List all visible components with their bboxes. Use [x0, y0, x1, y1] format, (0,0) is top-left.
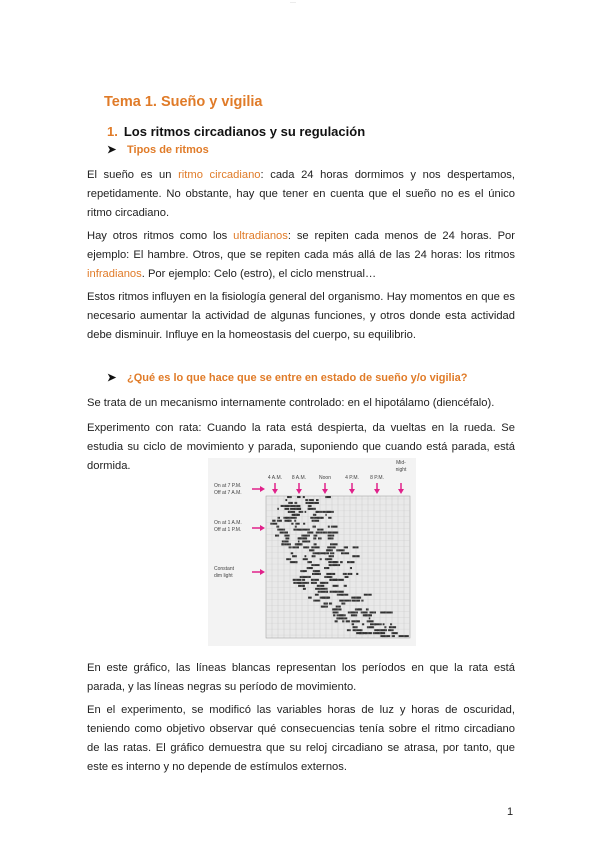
activity-mark — [355, 608, 357, 610]
activity-mark — [323, 532, 328, 534]
page-title: Tema 1. Sueño y vigilia — [104, 94, 263, 110]
activity-mark — [333, 614, 335, 616]
activity-mark — [384, 626, 386, 628]
activity-mark — [329, 603, 332, 605]
activity-mark — [336, 606, 341, 608]
activity-mark — [317, 529, 323, 531]
activity-mark — [312, 573, 319, 575]
activity-mark — [341, 603, 345, 605]
activity-mark — [353, 626, 358, 628]
activity-mark — [288, 511, 295, 513]
activity-mark — [332, 532, 338, 534]
activity-mark — [280, 532, 288, 534]
activity-mark — [333, 561, 339, 563]
activity-mark — [334, 564, 341, 566]
activity-mark — [295, 526, 297, 528]
activity-mark — [354, 597, 361, 599]
activity-mark — [326, 558, 332, 560]
activity-mark — [350, 611, 358, 613]
activity-mark — [285, 537, 289, 539]
page-number: 1 — [507, 806, 514, 818]
highlight-term: infradianos — [87, 268, 142, 280]
activity-mark — [326, 549, 328, 551]
activity-mark — [366, 608, 369, 610]
activity-mark — [316, 532, 323, 534]
activity-mark — [341, 617, 347, 619]
activity-mark — [292, 555, 297, 557]
activity-mark — [291, 523, 293, 525]
activity-mark — [286, 558, 291, 560]
activity-mark — [347, 561, 355, 563]
activity-mark — [303, 558, 308, 560]
activity-mark — [315, 588, 321, 590]
activity-mark — [299, 537, 307, 539]
activity-mark — [281, 505, 289, 507]
activity-mark — [389, 626, 396, 628]
activity-mark — [305, 529, 310, 531]
arrow-bullet-icon: ➤ — [107, 372, 117, 384]
activity-mark — [293, 579, 301, 581]
activity-mark — [275, 535, 279, 537]
condition-label: On at 1 A.M. — [214, 520, 242, 526]
activity-mark — [290, 508, 295, 510]
time-label: Noon — [319, 475, 331, 481]
activity-mark — [336, 591, 344, 593]
header-mark: ··· — [290, 0, 296, 6]
bullet-pregunta — [107, 371, 467, 384]
activity-mark — [340, 561, 343, 563]
section-heading — [107, 124, 365, 139]
activity-mark — [341, 552, 349, 554]
activity-mark — [399, 635, 407, 637]
activity-mark — [327, 546, 335, 548]
activity-mark — [383, 623, 385, 625]
activity-mark — [315, 594, 319, 596]
activity-mark — [329, 564, 332, 566]
activity-mark — [288, 502, 293, 504]
activity-mark — [323, 597, 330, 599]
activity-mark — [328, 537, 334, 539]
activity-mark — [313, 582, 315, 584]
paragraph-lineas: En este gráfico, las líneas blancas representan los períodos en que la rata está parada, y las líneas negras su período de movimiento. — [87, 662, 515, 693]
activity-mark — [373, 632, 379, 634]
activity-mark — [302, 540, 307, 542]
activity-mark — [336, 617, 340, 619]
activity-mark — [370, 623, 376, 625]
activity-mark — [316, 499, 319, 501]
activity-mark — [308, 597, 312, 599]
activity-mark — [330, 591, 337, 593]
activity-mark — [343, 573, 347, 575]
activity-mark — [333, 585, 339, 587]
section-number: 1. — [107, 124, 118, 139]
activity-mark — [326, 591, 328, 593]
activity-mark — [294, 529, 302, 531]
activity-mark — [328, 535, 335, 537]
activity-mark — [342, 620, 344, 622]
bullet-tipos-ritmos — [107, 143, 209, 156]
activity-mark — [361, 600, 363, 602]
activity-mark — [276, 526, 279, 528]
highlight-term: ultradianos — [233, 230, 288, 242]
activity-mark — [353, 629, 357, 631]
activity-mark — [307, 540, 310, 542]
activity-mark — [365, 632, 372, 634]
activity-mark — [341, 594, 348, 596]
activity-mark — [303, 523, 305, 525]
activity-mark — [313, 502, 319, 504]
activity-mark — [317, 585, 325, 587]
activity-mark — [290, 505, 298, 507]
condition-label: dim light — [214, 573, 233, 579]
activity-mark — [326, 573, 331, 575]
activity-mark — [310, 517, 315, 519]
activity-mark — [347, 629, 351, 631]
activity-mark — [325, 603, 328, 605]
activity-mark — [350, 567, 352, 569]
activity-mark — [363, 614, 368, 616]
activity-mark — [311, 564, 319, 566]
activity-mark — [328, 526, 330, 528]
activity-mark — [337, 614, 344, 616]
activity-mark — [287, 496, 292, 498]
activity-mark — [344, 546, 348, 548]
activity-mark — [270, 523, 277, 525]
activity-mark — [277, 520, 282, 522]
bullet-label: Tipos de ritmos — [127, 144, 209, 156]
paragraph-ritmo-circadiano: El sueño es un ritmo circadiano: cada 24 horas dormimos y nos despertamos, repetidamente. No obstante, hay que tener en cuenta que el sueño no es el único ritmo circadiano. — [87, 169, 516, 219]
time-label: 8 P.M. — [370, 475, 384, 481]
activity-mark — [356, 573, 358, 575]
activity-mark — [318, 591, 326, 593]
paragraph-fisiologia: Estos ritmos influyen en la fisiología general del organismo. Hay momentos en que es necesario aumentar la actividad de algunas funciones, y otros donde esta actividad debe disminuir. Influye en la homeostasis del cuerpo, su equilibrio. — [87, 291, 515, 341]
activity-mark — [285, 499, 287, 501]
activity-mark — [360, 629, 363, 631]
activity-mark — [298, 540, 300, 542]
activity-mark — [311, 546, 319, 548]
activity-mark — [289, 517, 296, 519]
activity-mark — [313, 526, 316, 528]
activity-mark — [321, 606, 327, 608]
arrow-bullet-icon: ➤ — [107, 144, 117, 156]
activity-mark — [309, 549, 314, 551]
activity-mark — [315, 517, 323, 519]
condition-label: Off at 1 P.M. — [214, 527, 242, 533]
activity-mark — [329, 555, 334, 557]
activity-mark — [320, 582, 323, 584]
activity-mark — [316, 511, 322, 513]
activity-mark — [306, 576, 311, 578]
activity-mark — [346, 600, 352, 602]
paragraph-ultradianos: Hay otros ritmos como los ultradianos: se repiten cada menos de 24 horas. Por ejemplo: El hambre. Otros, que se repiten cada más allá de las 24 horas: los ritmos infradianos. Por ejemplo: Celo (estro), el ciclo menstrual… — [87, 230, 515, 280]
activity-mark — [332, 608, 338, 610]
activity-mark — [323, 582, 329, 584]
activity-mark — [284, 535, 289, 537]
condition-label: Off at 7 A.M. — [214, 490, 242, 496]
activity-mark — [305, 511, 307, 513]
activity-mark — [364, 594, 372, 596]
activity-mark — [353, 546, 359, 548]
activity-mark — [345, 576, 349, 578]
activity-mark — [312, 555, 316, 557]
activity-mark — [388, 629, 394, 631]
bullet-label: ¿Qué es lo que hace que se entre en estado de sueño y/o vigilia? — [127, 372, 468, 384]
activity-mark — [285, 520, 292, 522]
highlight-term: ritmo circadiano — [178, 169, 261, 181]
activity-mark — [303, 496, 305, 498]
activity-mark — [313, 600, 320, 602]
activity-mark — [313, 537, 316, 539]
activity-mark — [384, 611, 393, 613]
activity-mark — [359, 632, 367, 634]
activity-mark — [311, 579, 319, 581]
activity-mark — [308, 508, 316, 510]
activity-mark — [374, 629, 378, 631]
activity-mark — [369, 617, 371, 619]
activity-mark — [346, 620, 350, 622]
activity-mark — [282, 540, 289, 542]
activity-mark — [313, 514, 316, 516]
activity-mark — [326, 511, 334, 513]
activity-mark — [295, 543, 302, 545]
activity-mark — [309, 499, 314, 501]
activity-mark — [285, 508, 290, 510]
activity-mark — [293, 582, 302, 584]
activity-mark — [327, 576, 332, 578]
activity-mark — [299, 511, 304, 513]
activity-mark — [329, 579, 337, 581]
activity-mark — [303, 588, 305, 590]
activity-mark — [358, 608, 361, 610]
activity-mark — [352, 623, 355, 625]
activity-mark — [307, 567, 312, 569]
activity-mark — [272, 520, 276, 522]
activity-mark — [287, 543, 291, 545]
time-label: 4 P.M. — [345, 475, 359, 481]
activity-mark — [286, 517, 288, 519]
activity-mark — [370, 611, 377, 613]
activity-mark — [292, 546, 299, 548]
activity-mark — [298, 585, 305, 587]
activity-mark — [336, 579, 344, 581]
activity-mark — [333, 611, 339, 613]
activity-mark — [328, 517, 331, 519]
activity-mark — [391, 632, 397, 634]
activity-mark — [301, 535, 310, 537]
time-label: Mid- — [396, 460, 406, 466]
paragraph-hipotalamo: Se trata de un mecanismo internamente controlado: en el hipotálamo (diencéfalo). — [87, 397, 495, 409]
activity-mark — [295, 508, 301, 510]
activity-mark — [335, 620, 338, 622]
activity-mark — [351, 614, 357, 616]
activity-mark — [353, 600, 360, 602]
activity-mark — [300, 570, 304, 572]
activity-mark — [308, 505, 312, 507]
paragraph-experimento: Experimento con rata: Cuando la rata está despierta, da vueltas en la rueda. Se estudia su ciclo de movimiento y parada, suponiendo que cuando está parada, está dormida. — [87, 422, 515, 472]
activity-mark — [330, 543, 338, 545]
condition-label: On at 7 P.M. — [214, 483, 242, 489]
activity-mark — [367, 620, 374, 622]
activity-mark — [330, 552, 334, 554]
actogram-figure — [208, 458, 416, 646]
time-label: night — [395, 467, 407, 473]
activity-mark — [291, 552, 294, 554]
activity-mark — [312, 520, 320, 522]
activity-mark — [317, 552, 319, 554]
activity-mark — [329, 549, 333, 551]
activity-mark — [297, 496, 301, 498]
activity-mark — [336, 549, 344, 551]
activity-mark — [315, 535, 318, 537]
time-label: 4 A.M. — [267, 475, 283, 481]
activity-mark — [339, 600, 343, 602]
activity-mark — [390, 623, 392, 625]
activity-mark — [361, 611, 368, 613]
activity-mark — [305, 555, 307, 557]
activity-mark — [296, 514, 298, 516]
activity-mark — [290, 561, 298, 563]
activity-mark — [331, 573, 336, 575]
activity-mark — [306, 502, 314, 504]
activity-mark — [362, 623, 364, 625]
activity-mark — [351, 620, 357, 622]
activity-mark — [318, 537, 322, 539]
condition-label: Constant — [214, 566, 235, 572]
activity-mark — [324, 567, 329, 569]
section-label: Los ritmos circadianos y su regulación — [123, 124, 366, 139]
time-label: 8 A.M. — [291, 475, 307, 481]
paragraph-conclusion: En el experimento, se modificó las variables horas de luz y horas de oscuridad, teniendo como objetivo observar qué consecuencias tenía sobre el ritmo circadiano de las ratas. El gráfico demuestra que su reloj circadiano se atrasa, por tanto, que este es interno y no depende de estímulos externos. — [87, 704, 515, 773]
activity-mark — [277, 517, 280, 519]
